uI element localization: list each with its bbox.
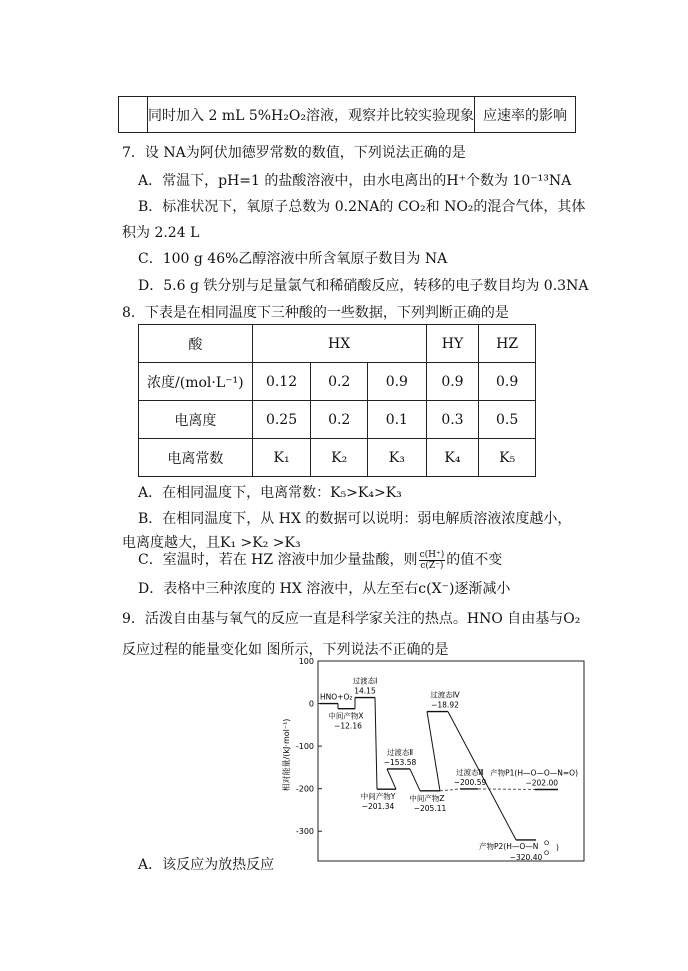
label-ts4: 过渡态Ⅳ <box>430 690 460 700</box>
table-row-ionization-constant <box>139 439 536 477</box>
label-intXv: −12.16 <box>334 721 362 731</box>
concentration-ratio <box>419 550 446 571</box>
table-cell: 0.9 <box>479 363 536 401</box>
q8-option-b-line2: 电离度越大，且K₁ >K₂ >K₃ <box>122 535 301 551</box>
connector-dashed-ts3-p1 <box>478 789 535 790</box>
connector-dashed-intZ-ts3 <box>440 789 460 791</box>
table-cell: K₄ <box>426 439 479 477</box>
label-ts4v: −18.92 <box>431 700 459 710</box>
q8-option-d: D．表格中三种浓度的 HX 溶液中，从左至右c(X⁻)逐渐减小 <box>138 581 511 597</box>
label-ts3: 过渡态Ⅲ <box>456 767 484 777</box>
table-row-ionization-degree <box>139 401 536 439</box>
label-p2v: −320.40 <box>509 852 543 862</box>
q7-option-b-line1: B．标准状况下，氧原子总数为 0.2NA的 CO₂和 NO₂的混合气体，其体 <box>138 199 586 215</box>
y-tick-label: 100 <box>298 657 314 666</box>
table-header-row <box>139 325 536 363</box>
top-cell-procedure: 同时加入 2 mL 5%H₂O₂溶液，观察并比较实验现象 <box>148 97 475 133</box>
q9-option-a: A．该反应为放热反应 <box>138 857 275 873</box>
q8-option-c-prefix: C．室温时，若在 HZ 溶液中加少量盐酸，则 <box>138 552 418 568</box>
q7-stem: 7．设 NA为阿伏加德罗常数的数值，下列说法正确的是 <box>122 145 466 161</box>
y-tick-label: -200 <box>295 784 314 794</box>
label-start: HNO+O₂ <box>320 692 353 702</box>
label-p1v: −202.00 <box>525 778 558 788</box>
q8-option-b-line1: B．在相同温度下，从 HX 的数据可以说明：弱电解质溶液浓度越小， <box>138 511 572 527</box>
label-intYv: −201.34 <box>361 802 395 812</box>
label-ts2: 过渡态Ⅱ <box>386 747 414 757</box>
header-hx: HX <box>252 325 426 363</box>
connector-intY-ts2 <box>387 769 396 789</box>
table-cell: 0.1 <box>368 401 427 439</box>
energy-profile-chart <box>280 655 590 865</box>
table-cell: 0.3 <box>426 401 479 439</box>
header-acid: 酸 <box>139 325 253 363</box>
q8-option-c <box>138 549 502 571</box>
table-cell: 0.9 <box>426 363 479 401</box>
table-cell: 0.5 <box>479 401 536 439</box>
top-cell-purpose: 应速率的影响 <box>475 97 576 133</box>
table-cell: 0.9 <box>368 363 427 401</box>
table-cell: 0.25 <box>252 401 311 439</box>
table-cell: 0.2 <box>311 401 368 439</box>
q7-option-c: C．100 g 46%乙醇溶液中所含氧原子数目为 NA <box>138 251 448 267</box>
q7-option-b-line2: 积为 2.24 L <box>122 225 200 241</box>
label-ts1: 过渡态Ⅰ <box>352 676 378 686</box>
connector-ts2-intZ <box>410 769 420 791</box>
y-tick-label: 0 <box>308 699 314 709</box>
header-hz: HZ <box>479 325 536 363</box>
acid-data-table <box>138 324 536 477</box>
q7-option-d: D．5.6 g 铁分别与足量氯气和稀硝酸反应，转移的电子数目均为 0.3NA <box>138 278 589 294</box>
label-ts1v: 14.15 <box>354 686 376 696</box>
table-cell: K₁ <box>252 439 311 477</box>
q9-line1: 9．活泼自由基与氧气的反应一直是科学家关注的热点。HNO 自由基与O₂ <box>122 611 581 627</box>
label-intY: 中间产物Y <box>360 792 396 802</box>
connector-ts1-intY <box>375 698 377 790</box>
q8-option-c-suffix: 的值不变 <box>446 552 503 568</box>
q7-option-a: A．常温下，pH=1 的盐酸溶液中，由水电离出的H⁺个数为 10⁻¹³NA <box>138 173 572 189</box>
label-intX: 中间产物X <box>328 711 364 721</box>
q8-option-a: A．在相同温度下，电离常数：K₅>K₄>K₃ <box>138 485 402 501</box>
q9-line2: 反应过程的能量变化如 图所示，下列说法不正确的是 <box>122 642 449 658</box>
y-axis-label: 相对能量/(kJ·mol⁻¹) <box>282 718 291 792</box>
label-intZ: 中间产物Z <box>409 793 445 803</box>
table-cell: 电离度 <box>139 401 253 439</box>
y-tick-label: -100 <box>295 742 314 752</box>
connector-intZ-ts4 <box>427 712 440 791</box>
label-intZv: −205.11 <box>413 803 447 813</box>
label-ts3v: −200.59 <box>453 777 487 787</box>
table-cell: 0.12 <box>252 363 311 401</box>
ratio-denominator: c(Z⁻) <box>420 560 444 571</box>
table-row-concentration <box>139 363 536 401</box>
q8-stem: 8．下表是在相同温度下三种酸的一些数据，下列判断正确的是 <box>122 305 509 321</box>
y-tick-label: -300 <box>295 827 314 837</box>
header-hy: HY <box>426 325 479 363</box>
label-p2-close: ) <box>556 842 559 852</box>
table-cell: K₂ <box>311 439 368 477</box>
table-cell: K₃ <box>368 439 427 477</box>
label-p2: 产物P2(H—O—N <box>479 841 539 851</box>
label-p1: 产物P1(H—O—O—N=O) <box>490 768 578 778</box>
table-cell: K₅ <box>479 439 536 477</box>
table-cell: 浓度/(mol·L⁻¹) <box>139 363 253 401</box>
top-table-row <box>118 96 576 133</box>
table-cell: 0.2 <box>311 363 368 401</box>
table-cell: 电离常数 <box>139 439 253 477</box>
top-cell-empty <box>119 97 148 133</box>
label-p2-subscript: O <box>544 848 550 857</box>
label-p2-superscript: O <box>544 838 550 847</box>
label-ts2v: −153.58 <box>383 757 417 767</box>
ratio-numerator: c(H⁺) <box>419 549 445 560</box>
